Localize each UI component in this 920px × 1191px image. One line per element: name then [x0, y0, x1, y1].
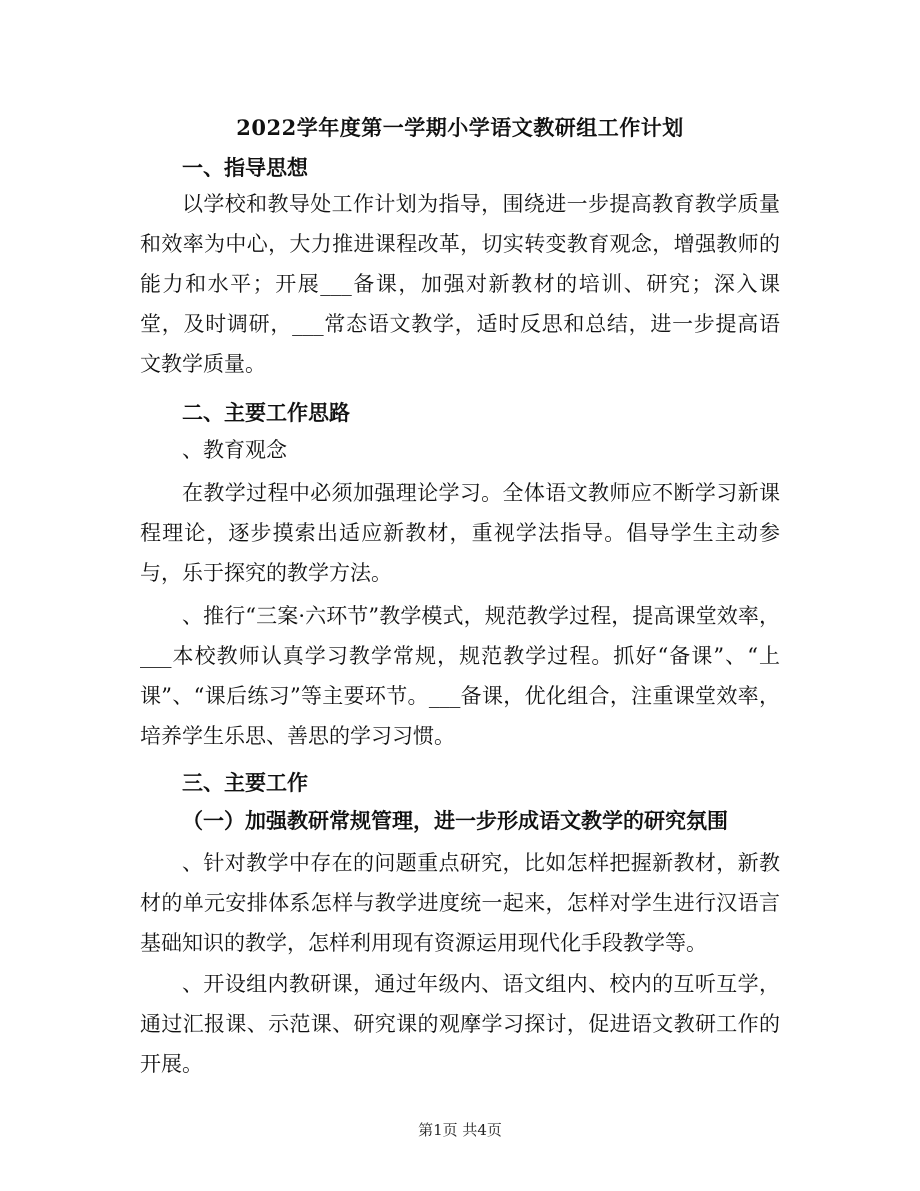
section-2-subheading: 、教育观念 — [182, 438, 287, 462]
document-title: 2022学年度第一学期小学语文教研组工作计划 — [236, 115, 684, 140]
section-3-paragraph-1: 、针对教学中存在的问题重点研究，比如怎样把握新教材，新教材的单元安排体系怎样与教学进度统一起来，怎样对学生进行汉语言基础知识的教学，怎样利用现有资源运用现代化手段教学等。 — [140, 851, 780, 955]
section-3-subheading: （一）加强教研常规管理，进一步形成语文教学的研究氛围 — [182, 808, 728, 833]
section-1-paragraph-1: 以学校和教导处工作计划为指导，围绕进一步提高教育教学质量和效率为中心，大力推进课程改革，切实转变教育观念，增强教师的能力和水平；开展___备课，加强对新教材的培训、研究；深入课堂，及时调研，___常态语文教学，适时反思和总结，进一步提高语文教学质量。 — [140, 192, 780, 376]
section-3-paragraph-2: 、开设组内教研课，通过年级内、语文组内、校内的互听互学，通过汇报课、示范课、研究课的观摩学习探讨，促进语文教研工作的开展。 — [140, 972, 780, 1076]
section-2-paragraph-1: 在教学过程中必须加强理论学习。全体语文教师应不断学习新课程理论，逐步摸索出适应新教材，重视学法指导。倡导学生主动参与，乐于探究的教学方法。 — [140, 481, 780, 585]
section-heading-1: 一、指导思想 — [182, 155, 308, 180]
section-2-paragraph-2: 、推行“三案·六环节”教学模式，规范教学过程，提高课堂效率，___本校教师认真学习教学常规，规范教学过程。抓好“备课”、“上课”、“课后练习”等主要环节。___备课，优化组合，注重课堂效率，培养学生乐思、善思的学习习惯。 — [140, 604, 780, 748]
page-number-footer: 第1页 共4页 — [418, 1121, 502, 1139]
section-heading-3: 三、主要工作 — [182, 770, 308, 795]
section-heading-2: 二、主要工作思路 — [182, 400, 350, 425]
